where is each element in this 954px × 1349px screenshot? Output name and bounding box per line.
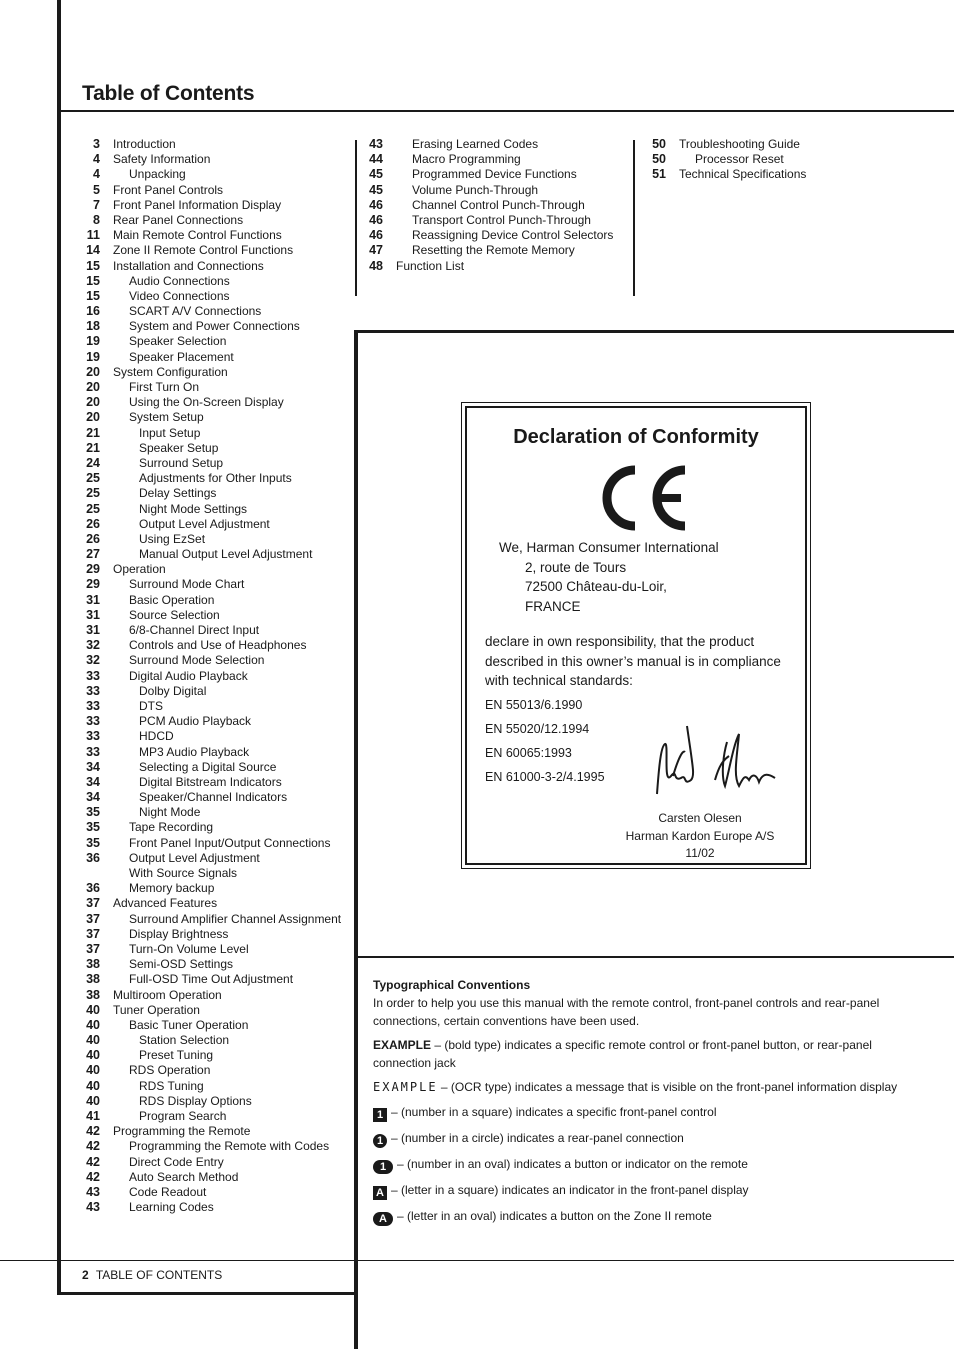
toc-page-number: 47 xyxy=(369,243,383,258)
toc-entry[interactable] xyxy=(0,350,350,365)
toc-page-number: 43 xyxy=(86,1184,100,1199)
toc-entry-title: Adjustments for Other Inputs xyxy=(139,471,292,486)
toc-page-number: 32 xyxy=(86,638,100,653)
toc-entry[interactable] xyxy=(0,775,350,790)
toc-entry[interactable] xyxy=(283,152,613,167)
toc-entry-title: Erasing Learned Codes xyxy=(412,137,539,151)
toc-page-number: 42 xyxy=(86,1154,100,1169)
toc-entry-title: Input Setup xyxy=(139,425,201,440)
toc-page-number: 51 xyxy=(652,167,666,182)
toc-entry[interactable] xyxy=(0,638,350,653)
toc-entry-title: System Setup xyxy=(129,410,204,425)
toc-page-number: 31 xyxy=(86,607,100,622)
declaration-box xyxy=(461,402,811,869)
toc-entry[interactable] xyxy=(0,441,350,456)
header-rule xyxy=(57,110,954,112)
toc-entry-title: Operation xyxy=(113,562,166,577)
toc-page-number: 27 xyxy=(86,547,100,562)
toc-entry[interactable] xyxy=(0,805,350,820)
toc-page-number: 40 xyxy=(86,1017,100,1032)
toc-page-number: 15 xyxy=(86,273,100,288)
toc-entry[interactable] xyxy=(0,1033,350,1048)
conventions-intro: In order to help you use this manual with the remote control, front-panel controls and rear-panel connections, certain conventions have been used. xyxy=(373,996,880,1028)
toc-page-number: 11 xyxy=(86,228,100,243)
standard-item: EN 55013/6.1990 xyxy=(485,698,583,712)
toc-entry[interactable] xyxy=(0,790,350,805)
toc-entry-title: Output Level Adjustment xyxy=(139,516,270,531)
signature-image xyxy=(643,716,783,806)
toc-entry-title: Source Selection xyxy=(129,607,220,622)
toc-page-number: 44 xyxy=(369,152,383,167)
toc-entry-title: Selecting a Digital Source xyxy=(139,759,277,774)
toc-entry-title: Program Search xyxy=(139,1109,227,1123)
toc-entry[interactable] xyxy=(0,471,350,486)
oval-number-icon: 1 xyxy=(373,1160,393,1174)
toc-entry[interactable] xyxy=(0,684,350,699)
toc-page-number: 14 xyxy=(86,243,100,258)
toc-entry-title: Code Readout xyxy=(129,1184,207,1199)
toc-page-number: 34 xyxy=(86,759,100,774)
toc-entry-title: System and Power Connections xyxy=(129,319,300,334)
toc-entry[interactable] xyxy=(0,334,350,349)
bottom-left-rule xyxy=(57,1292,357,1295)
toc-entry-title: Auto Search Method xyxy=(129,1169,239,1184)
address-line: FRANCE xyxy=(525,598,581,614)
toc-entry-title: Safety Information xyxy=(113,152,211,167)
toc-page-number: 15 xyxy=(86,258,100,273)
toc-entry-title: Memory backup xyxy=(129,881,215,896)
convention-text: – (number in a circle) indicates a rear-panel connection xyxy=(391,1131,684,1145)
address-block xyxy=(499,538,719,616)
toc-entry-title: System Configuration xyxy=(113,364,228,379)
toc-entry-title: Basic Operation xyxy=(129,592,215,607)
footer-rule xyxy=(0,1260,954,1261)
toc-page-number: 26 xyxy=(86,531,100,546)
circle-number-icon: 1 xyxy=(373,1134,387,1148)
toc-entry[interactable] xyxy=(0,866,350,881)
toc-page-number: 25 xyxy=(86,486,100,501)
example-bold-text: – (bold type) indicates a specific remote control or front-panel button, or rear-panel connection jack xyxy=(373,1038,872,1070)
address-line: We, Harman Consumer International xyxy=(499,540,719,555)
toc-entry[interactable] xyxy=(0,1170,350,1185)
toc-page-number: 43 xyxy=(369,137,383,151)
toc-entry-title: Tuner Operation xyxy=(113,1002,200,1017)
toc-entry[interactable] xyxy=(0,456,350,471)
toc-entry-title: Reassigning Device Control Selectors xyxy=(412,228,614,243)
toc-entry[interactable] xyxy=(0,289,350,304)
toc-page-number: 8 xyxy=(93,212,100,227)
toc-page-number: 19 xyxy=(86,349,100,364)
toc-entry[interactable] xyxy=(0,745,350,760)
toc-page-number: 38 xyxy=(86,972,100,987)
toc-entry-title: Digital Bitstream Indicators xyxy=(139,774,282,789)
toc-entry[interactable] xyxy=(283,183,613,198)
toc-entry[interactable] xyxy=(0,1063,350,1078)
toc-entry-title: Surround Mode Selection xyxy=(129,653,265,668)
toc-entry-title: HDCD xyxy=(139,729,174,744)
toc-page-number: 38 xyxy=(86,987,100,1002)
toc-entry-title: Basic Tuner Operation xyxy=(129,1017,249,1032)
toc-entry-title: Main Remote Control Functions xyxy=(113,228,282,243)
toc-entry[interactable] xyxy=(0,820,350,835)
toc-page-number: 33 xyxy=(86,744,100,759)
toc-page-number: 34 xyxy=(86,774,100,789)
toc-column-1 xyxy=(0,137,350,1215)
toc-page-number: 20 xyxy=(86,395,100,410)
toc-entry-title: Night Mode Settings xyxy=(139,501,248,516)
toc-page-number: 5 xyxy=(93,182,100,197)
toc-entry-title: 6/8-Channel Direct Input xyxy=(129,623,260,637)
toc-page-number: 16 xyxy=(86,304,100,319)
toc-page-number: 18 xyxy=(86,319,100,334)
toc-page-number: 40 xyxy=(86,1033,100,1048)
toc-entry-title: Front Panel Information Display xyxy=(113,197,282,212)
toc-page-number: 33 xyxy=(86,714,100,729)
toc-entry-title: Digital Audio Playback xyxy=(129,668,248,683)
toc-page-number: 34 xyxy=(86,790,100,805)
toc-entry[interactable] xyxy=(283,167,613,182)
convention-item xyxy=(373,1103,913,1122)
toc-entry-title: Speaker/Channel Indicators xyxy=(139,790,288,805)
toc-entry-title: Processor Reset xyxy=(695,152,784,167)
toc-entry-title: Preset Tuning xyxy=(139,1048,214,1063)
toc-page-number: 26 xyxy=(86,516,100,531)
toc-entry[interactable] xyxy=(0,1018,350,1033)
toc-page-number: 43 xyxy=(86,1200,100,1215)
statement-line: with technical standards: xyxy=(485,673,633,688)
toc-page-number: 42 xyxy=(86,1169,100,1184)
toc-entry-title: Direct Code Entry xyxy=(129,1154,224,1169)
panel-top-rule xyxy=(354,330,954,333)
toc-entry-title: Using EzSet xyxy=(139,531,206,546)
standard-item: EN 60065:1993 xyxy=(485,746,572,760)
toc-entry-title: Advanced Features xyxy=(113,896,218,911)
ce-mark-icon xyxy=(593,462,693,534)
toc-page-number: 25 xyxy=(86,471,100,486)
toc-entry[interactable] xyxy=(0,653,350,668)
toc-entry[interactable] xyxy=(0,395,350,410)
toc-entry-title: Resetting the Remote Memory xyxy=(412,243,575,258)
toc-entry[interactable] xyxy=(0,972,350,987)
toc-entry[interactable] xyxy=(0,729,350,744)
page-title: Table of Contents xyxy=(82,82,255,105)
toc-entry-title: Tape Recording xyxy=(129,820,214,835)
toc-page-number: 20 xyxy=(86,364,100,379)
toc-entry-title: RDS Operation xyxy=(129,1063,211,1078)
footer-label: TABLE OF CONTENTS xyxy=(95,1268,223,1282)
toc-page-number: 25 xyxy=(86,501,100,516)
toc-page-number: 37 xyxy=(86,911,100,926)
example-bold: EXAMPLE xyxy=(373,1038,432,1052)
signer-date: 11/02 xyxy=(685,846,715,860)
toc-entry-title: Surround Amplifier Channel Assignment xyxy=(129,911,342,926)
toc-entry-title: Surround Mode Chart xyxy=(129,577,245,592)
toc-entry[interactable] xyxy=(0,426,350,441)
toc-entry[interactable] xyxy=(0,577,350,592)
toc-page-number: 29 xyxy=(86,577,100,592)
toc-entry[interactable] xyxy=(283,243,613,258)
toc-entry[interactable] xyxy=(283,213,613,228)
toc-entry-title: Rear Panel Connections xyxy=(113,212,244,227)
toc-entry-title: Display Brightness xyxy=(129,926,229,941)
toc-page-number: 37 xyxy=(86,896,100,911)
toc-entry[interactable] xyxy=(0,319,350,334)
toc-entry-title: Channel Control Punch-Through xyxy=(412,197,585,212)
toc-entry[interactable] xyxy=(0,1185,350,1200)
center-divider-bar xyxy=(354,332,358,1349)
toc-entry-title: Station Selection xyxy=(139,1033,230,1048)
toc-page-number: 35 xyxy=(86,805,100,820)
toc-entry-title: MP3 Audio Playback xyxy=(139,744,250,759)
convention-item xyxy=(373,1155,913,1174)
square-letter-icon: A xyxy=(373,1186,387,1200)
convention-item xyxy=(373,1129,913,1148)
toc-page-number: 4 xyxy=(93,167,100,182)
toc-entry-title: First Turn On xyxy=(129,380,200,394)
toc-page-number: 31 xyxy=(86,623,100,637)
toc-entry[interactable] xyxy=(0,380,350,395)
toc-column-3 xyxy=(566,137,896,183)
toc-entry-title: Output Level Adjustment xyxy=(129,850,260,865)
toc-entry-title: Learning Codes xyxy=(129,1200,214,1215)
example-ocr-line xyxy=(373,1078,913,1096)
toc-entry[interactable] xyxy=(0,927,350,942)
toc-entry-title: Programming the Remote xyxy=(113,1124,251,1139)
convention-item xyxy=(373,1181,913,1200)
toc-entry[interactable] xyxy=(0,365,350,380)
toc-entry-title: Programming the Remote with Codes xyxy=(129,1139,330,1154)
convention-text: – (letter in a square) indicates an indicator in the front-panel display xyxy=(391,1183,749,1197)
statement-line: declare in own responsibility, that the product xyxy=(485,634,755,649)
toc-entry[interactable] xyxy=(283,137,613,152)
address-line: 2, route de Tours xyxy=(525,559,627,575)
toc-entry-title: Multiroom Operation xyxy=(113,987,222,1002)
toc-column-2 xyxy=(283,137,613,274)
toc-entry[interactable] xyxy=(0,1048,350,1063)
toc-entry-title: Full-OSD Time Out Adjustment xyxy=(129,972,294,987)
toc-entry[interactable] xyxy=(0,547,350,562)
toc-entry[interactable] xyxy=(0,760,350,775)
toc-entry-title: Technical Specifications xyxy=(679,167,807,182)
toc-entry[interactable] xyxy=(283,228,613,243)
toc-page-number: 46 xyxy=(369,228,383,243)
toc-page-number: 42 xyxy=(86,1139,100,1154)
toc-entry[interactable] xyxy=(0,517,350,532)
toc-entry-title: Troubleshooting Guide xyxy=(679,137,800,151)
toc-entry[interactable] xyxy=(0,699,350,714)
statement-block xyxy=(485,632,781,691)
convention-item xyxy=(373,1207,913,1226)
toc-page-number: 15 xyxy=(86,288,100,303)
toc-page-number: 45 xyxy=(369,182,383,197)
toc-page-number: 45 xyxy=(369,167,383,182)
toc-entry-title: Using the On-Screen Display xyxy=(129,395,284,410)
toc-entry-title: Function List xyxy=(396,258,465,273)
example-ocr-text: – (OCR type) indicates a message that is visible on the front-panel information display xyxy=(437,1080,898,1094)
toc-entry-title: Semi-OSD Settings xyxy=(129,957,234,972)
toc-entry[interactable] xyxy=(0,1124,350,1139)
toc-page-number: 32 xyxy=(86,653,100,668)
toc-entry-title: Delay Settings xyxy=(139,486,217,501)
toc-entry[interactable] xyxy=(0,1003,350,1018)
toc-entry[interactable] xyxy=(566,167,896,182)
toc-entry-title: Transport Control Punch-Through xyxy=(412,212,591,227)
toc-entry-title: SCART A/V Connections xyxy=(129,304,262,319)
toc-page-number: 20 xyxy=(86,380,100,394)
toc-page-number: 21 xyxy=(86,440,100,455)
toc-entry-title: Speaker Setup xyxy=(139,440,219,455)
toc-entry-title: Turn-On Volume Level xyxy=(129,941,249,956)
toc-entry-title: DTS xyxy=(139,698,163,713)
toc-entry-title: Installation and Connections xyxy=(113,258,264,273)
toc-entry[interactable] xyxy=(0,608,350,623)
convention-text: – (number in an oval) indicates a button or indicator on the remote xyxy=(397,1157,748,1171)
toc-entry-title: Unpacking xyxy=(129,167,186,182)
toc-entry[interactable] xyxy=(0,593,350,608)
toc-page-number: 50 xyxy=(652,137,666,151)
toc-page-number: 24 xyxy=(86,455,100,470)
toc-entry-title: RDS Tuning xyxy=(139,1078,204,1093)
toc-entry-title: With Source Signals xyxy=(129,866,238,880)
toc-page-number: 4 xyxy=(93,152,100,167)
toc-page-number: 36 xyxy=(86,850,100,865)
toc-entry-title: Programmed Device Functions xyxy=(412,167,577,182)
toc-page-number: 21 xyxy=(86,425,100,440)
conventions-top-rule xyxy=(358,956,954,958)
typographical-conventions xyxy=(373,976,913,1226)
toc-entry-title: Controls and Use of Headphones xyxy=(129,638,307,653)
toc-entry-title: Speaker Placement xyxy=(129,349,234,364)
toc-entry-title: Introduction xyxy=(113,137,176,151)
toc-page-number: 33 xyxy=(86,729,100,744)
toc-page-number: 33 xyxy=(86,683,100,698)
toc-entry[interactable] xyxy=(0,562,350,577)
declaration-title: Declaration of Conformity xyxy=(513,426,759,448)
toc-entry-title: Zone II Remote Control Functions xyxy=(113,243,294,258)
convention-text: – (letter in an oval) indicates a button on the Zone II remote xyxy=(397,1209,712,1223)
toc-page-number: 42 xyxy=(86,1124,100,1139)
toc-entry-title: Macro Programming xyxy=(412,152,521,167)
toc-page-number: 31 xyxy=(86,592,100,607)
toc-entry-title: Speaker Selection xyxy=(129,334,227,349)
toc-entry[interactable] xyxy=(0,1094,350,1109)
page-number: 2 xyxy=(82,1268,89,1282)
signer-name: Carsten Olesen xyxy=(658,811,742,825)
toc-entry[interactable] xyxy=(0,896,350,911)
toc-entry[interactable] xyxy=(0,1155,350,1170)
address-line: 72500 Château-du-Loir, xyxy=(525,579,667,594)
toc-page-number: 35 xyxy=(86,835,100,850)
statement-line: described in this owner’s manual is in compliance xyxy=(485,653,781,669)
toc-page-number: 38 xyxy=(86,957,100,972)
toc-page-number: 40 xyxy=(86,1063,100,1078)
toc-entry[interactable] xyxy=(283,259,613,274)
toc-entry[interactable] xyxy=(0,1200,350,1215)
toc-entry[interactable] xyxy=(0,988,350,1003)
toc-entry[interactable] xyxy=(0,1139,350,1154)
toc-entry-title: Front Panel Input/Output Connections xyxy=(129,835,331,850)
square-number-icon: 1 xyxy=(373,1108,387,1122)
toc-page-number: 40 xyxy=(86,1002,100,1017)
toc-entry[interactable] xyxy=(0,486,350,501)
toc-entry[interactable] xyxy=(0,623,350,638)
toc-page-number: 40 xyxy=(86,1048,100,1063)
toc-entry[interactable] xyxy=(0,881,350,896)
toc-entry[interactable] xyxy=(566,137,896,152)
toc-page-number: 37 xyxy=(86,926,100,941)
standard-item: EN 61000-3-2/4.1995 xyxy=(485,770,605,784)
toc-entry-title: PCM Audio Playback xyxy=(139,714,252,729)
signer-block xyxy=(600,810,800,863)
oval-letter-icon: A xyxy=(373,1212,393,1226)
standard-item: EN 55020/12.1994 xyxy=(485,722,590,736)
toc-entry[interactable] xyxy=(0,669,350,684)
toc-page-number: 33 xyxy=(86,698,100,713)
toc-page-number: 7 xyxy=(93,197,100,212)
toc-entry-title: Dolby Digital xyxy=(139,683,207,698)
toc-entry-title: RDS Display Options xyxy=(139,1093,252,1108)
toc-entry-title: Front Panel Controls xyxy=(113,182,224,197)
toc-page-number: 29 xyxy=(86,562,100,577)
toc-entry-title: Volume Punch-Through xyxy=(412,182,539,197)
toc-entry[interactable] xyxy=(0,532,350,547)
toc-page-number: 46 xyxy=(369,212,383,227)
toc-page-number: 36 xyxy=(86,881,100,896)
toc-entry-title: Manual Output Level Adjustment xyxy=(139,547,313,562)
toc-page-number: 3 xyxy=(93,137,100,151)
toc-page-number: 37 xyxy=(86,941,100,956)
toc-page-number: 33 xyxy=(86,668,100,683)
toc-page-number: 35 xyxy=(86,820,100,835)
toc-page-number: 41 xyxy=(86,1109,100,1123)
toc-entry-title: Audio Connections xyxy=(129,273,230,288)
toc-entry[interactable] xyxy=(0,1079,350,1094)
toc-entry[interactable] xyxy=(0,1109,350,1124)
toc-page-number: 19 xyxy=(86,334,100,349)
toc-entry[interactable] xyxy=(0,851,350,866)
toc-page-number: 48 xyxy=(369,258,383,273)
toc-entry[interactable] xyxy=(0,942,350,957)
page-footer xyxy=(82,1268,222,1282)
toc-entry[interactable] xyxy=(0,410,350,425)
toc-entry-title: Night Mode xyxy=(139,805,201,820)
toc-entry[interactable] xyxy=(566,152,896,167)
convention-text: – (number in a square) indicates a specific front-panel control xyxy=(391,1105,717,1119)
toc-page-number: 46 xyxy=(369,197,383,212)
toc-entry-title: Surround Setup xyxy=(139,455,224,470)
toc-page-number: 40 xyxy=(86,1078,100,1093)
example-bold-line xyxy=(373,1036,913,1072)
toc-entry-title: Video Connections xyxy=(129,288,230,303)
toc-entry[interactable] xyxy=(0,274,350,289)
toc-entry[interactable] xyxy=(283,198,613,213)
toc-entry[interactable] xyxy=(0,912,350,927)
toc-entry[interactable] xyxy=(0,836,350,851)
signer-company: Harman Kardon Europe A/S xyxy=(625,828,775,843)
toc-page-number: 50 xyxy=(652,152,666,167)
toc-entry[interactable] xyxy=(0,957,350,972)
toc-entry[interactable] xyxy=(0,714,350,729)
toc-page-number: 40 xyxy=(86,1093,100,1108)
toc-entry[interactable] xyxy=(0,304,350,319)
toc-page-number: 20 xyxy=(86,410,100,425)
toc-entry[interactable] xyxy=(0,502,350,517)
example-ocr: EXAMPLE xyxy=(373,1080,438,1094)
conventions-heading: Typographical Conventions xyxy=(373,978,531,992)
